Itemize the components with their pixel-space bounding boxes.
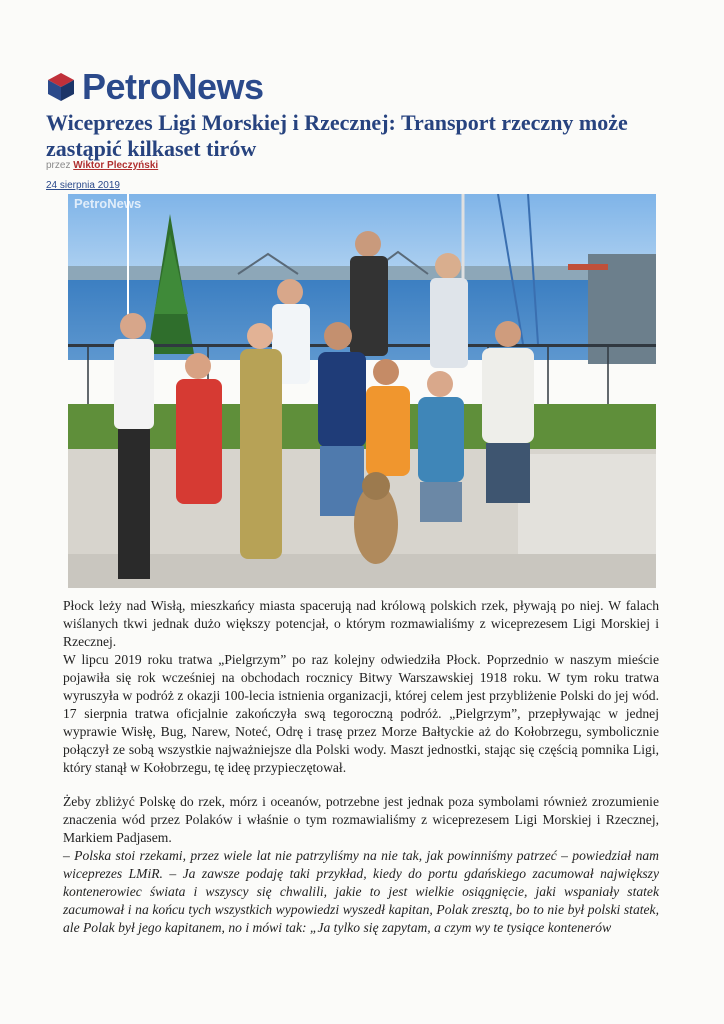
paragraph-quote: – Polska stoi rzekami, przez wiele lat nie patrzyliśmy na nie tak, jak powinniśmy patrzeć – powiedział nam wiceprezes LMiR. – Ja zawsze podaję taki przykład, kiedy do portu gdańskiego zacumował największy kontenerowiec świata i wszyscy się chwalili, jakie to jest wielkie osiągnięcie, jaki wspaniały statek zacumował i na końcu tych wszystkich wypowiedzi wyszedł kapitan, Polak zresztą, bo to nie był polski statek, ale Polak był jego kapitanem, no i mówi tak: „Ja tylko się zapytam, a czym wy te tysiące kontenerów [63,848,659,935]
group-photo-illustration [68,194,656,588]
paragraph: Żeby zbliżyć Polskę do rzek, mórz i oceanów, potrzebne jest jednak poza symbolami również zrozumienie znaczenia wód przez Polaków i właśnie o tym rozmawialiśmy z wiceprezesem Ligi Morskiej i Rzecznej, Markiem Padjasem. [63,794,659,845]
byline [46,160,158,171]
article-body [63,597,659,937]
publish-date[interactable]: 24 sierpnia 2019 [46,180,120,191]
author-link[interactable]: Wiktor Pleczyński [73,160,159,171]
logo [46,66,264,108]
byline-prefix: przez [46,160,71,171]
paragraph: Płock leży nad Wisłą, mieszkańcy miasta spacerują nad królową polskich rzek, pływają po niej. W falach wiślanych tkwi jednak dużo większy potencjał, o którym rozmawialiśmy z wiceprezesem Ligi Morskiej i Rzecznej. [63,598,659,649]
paragraph: W lipcu 2019 roku tratwa „Pielgrzym” po raz kolejny odwiedziła Płock. Poprzednio w naszym mieście pojawiła się rok wcześniej na obchodach rocznicy Bitwy Warszawskiej 1918 roku. W tym roku tratwa wyruszyła w podróż z okazji 100-lecia istnienia organizacji, której celem jest przybliżenie Polski do jej wód. 17 sierpnia tratwa oficjalnie zakończyła swą tegoroczną podróż. „Pielgrzym”, przepływając w jednej wyprawie Wisłę, Bug, Narew, Noteć, Odrę i trasę przez Morze Bałtyckie aż do Kołobrzegu, symbolicznie połączył ze sobą wszystkie najważniejsze dla Polski wody. Maszt jednostki, stając się częścią pomnika Ligi, który stanął w Kołobrzegu, tę ideę przypieczętował. [63,652,659,775]
article-title: Wiceprezes Ligi Morskiej i Rzecznej: Transport rzeczny może zastąpić kilkaset tirów [46,110,628,161]
logo-text: PetroNews [82,66,264,107]
article-photo [68,194,656,588]
photo-watermark: PetroNews [74,196,142,211]
cube-logo-icon [46,71,76,103]
